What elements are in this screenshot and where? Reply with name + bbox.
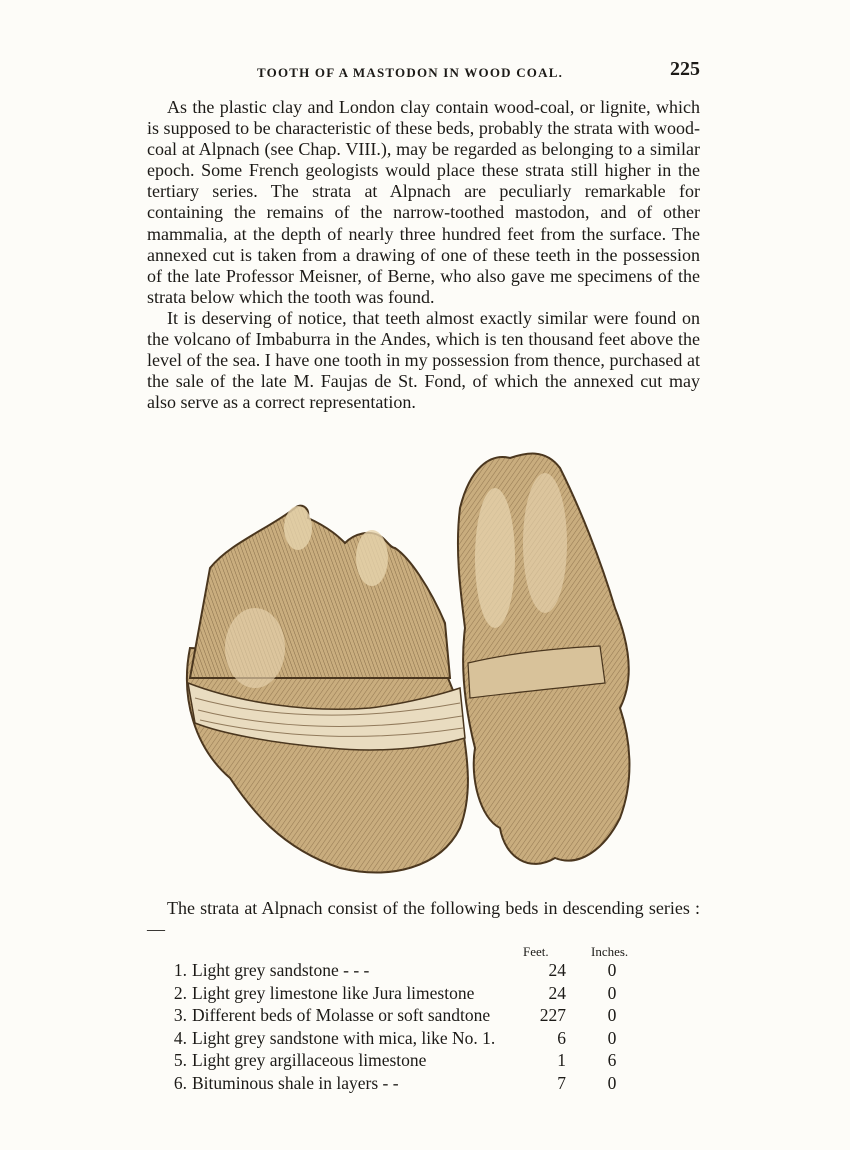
table-row xyxy=(163,1050,663,1073)
page-header xyxy=(147,58,700,88)
row-feet: 227 xyxy=(539,1005,566,1025)
body-text xyxy=(147,97,700,413)
row-number: 6. xyxy=(173,1072,187,1093)
row-inches: 6 xyxy=(607,1050,617,1070)
paragraph: The strata at Alpnach consist of the following beds in descending series :— xyxy=(147,898,700,939)
table-row xyxy=(163,1005,663,1028)
row-feet: 6 xyxy=(557,1027,566,1048)
page-number: 225 xyxy=(670,58,700,80)
running-title: TOOTH OF A MASTODON IN WOOD COAL. xyxy=(257,65,564,80)
mastodon-tooth-icon xyxy=(160,448,660,888)
strata-intro-text xyxy=(147,898,700,940)
row-description: Bituminous shale in layers - - xyxy=(192,1072,399,1093)
row-number: 5. xyxy=(173,1050,187,1070)
row-number: 3. xyxy=(173,1005,187,1025)
paragraph: It is deserving of notice, that teeth almost exactly similar were found on the volcano of Imbaburra in the Andes, which is ten thousand feet above the level of the sea. I have one tooth in my possession from thence, purchased at the sale of the late M. Faujas de St. Fond, of which the annexed cut may also serve as a correct representation. xyxy=(147,307,700,413)
row-inches: 0 xyxy=(607,1027,617,1048)
row-inches: 0 xyxy=(607,960,617,980)
row-description: Different beds of Molasse or soft sandtone xyxy=(192,1005,491,1025)
row-description: Light grey sandstone - - - xyxy=(192,960,370,980)
row-feet: 7 xyxy=(557,1072,566,1093)
row-feet: 24 xyxy=(548,982,566,1003)
strata-table xyxy=(163,944,663,1095)
row-inches: 0 xyxy=(607,1005,617,1025)
row-number: 2. xyxy=(173,982,187,1003)
paragraph: As the plastic clay and London clay contain wood-coal, or lignite, which is supposed to be characteristic of these beds, probably the strata with wood-coal at Alpnach (see Chap. VIII.), may be regarded as belonging to a similar epoch. Some French geologists would place these strata still higher in the tertiary series. The strata at Alpnach are peculiarly remarkable for containing the remains of the narrow-toothed mastodon, and of other mammalia, at the depth of nearly three hundred feet from the surface. The annexed cut is taken from a drawing of one of these teeth in the possession of the late Professor Meisner, of Berne, who also gave me specimens of the strata below which the tooth was found. xyxy=(147,97,700,307)
row-inches: 0 xyxy=(607,982,617,1003)
row-description: Light grey sandstone with mica, like No. 1. xyxy=(192,1027,496,1048)
table-row xyxy=(163,1028,663,1051)
row-number: 4. xyxy=(173,1027,187,1048)
row-description: Light grey argillaceous limestone xyxy=(192,1050,427,1070)
row-inches: 0 xyxy=(607,1072,617,1093)
table-header xyxy=(163,944,663,960)
table-row xyxy=(163,1073,663,1096)
row-number: 1. xyxy=(173,960,187,980)
column-header-feet: Feet. xyxy=(523,944,549,959)
row-feet: 24 xyxy=(548,960,566,980)
row-feet: 1 xyxy=(557,1050,566,1070)
mastodon-tooth-illustration xyxy=(160,448,660,888)
table-row xyxy=(163,960,663,983)
row-description: Light grey limestone like Jura limestone xyxy=(192,982,475,1003)
column-header-inches: Inches. xyxy=(591,944,629,959)
table-row xyxy=(163,983,663,1006)
